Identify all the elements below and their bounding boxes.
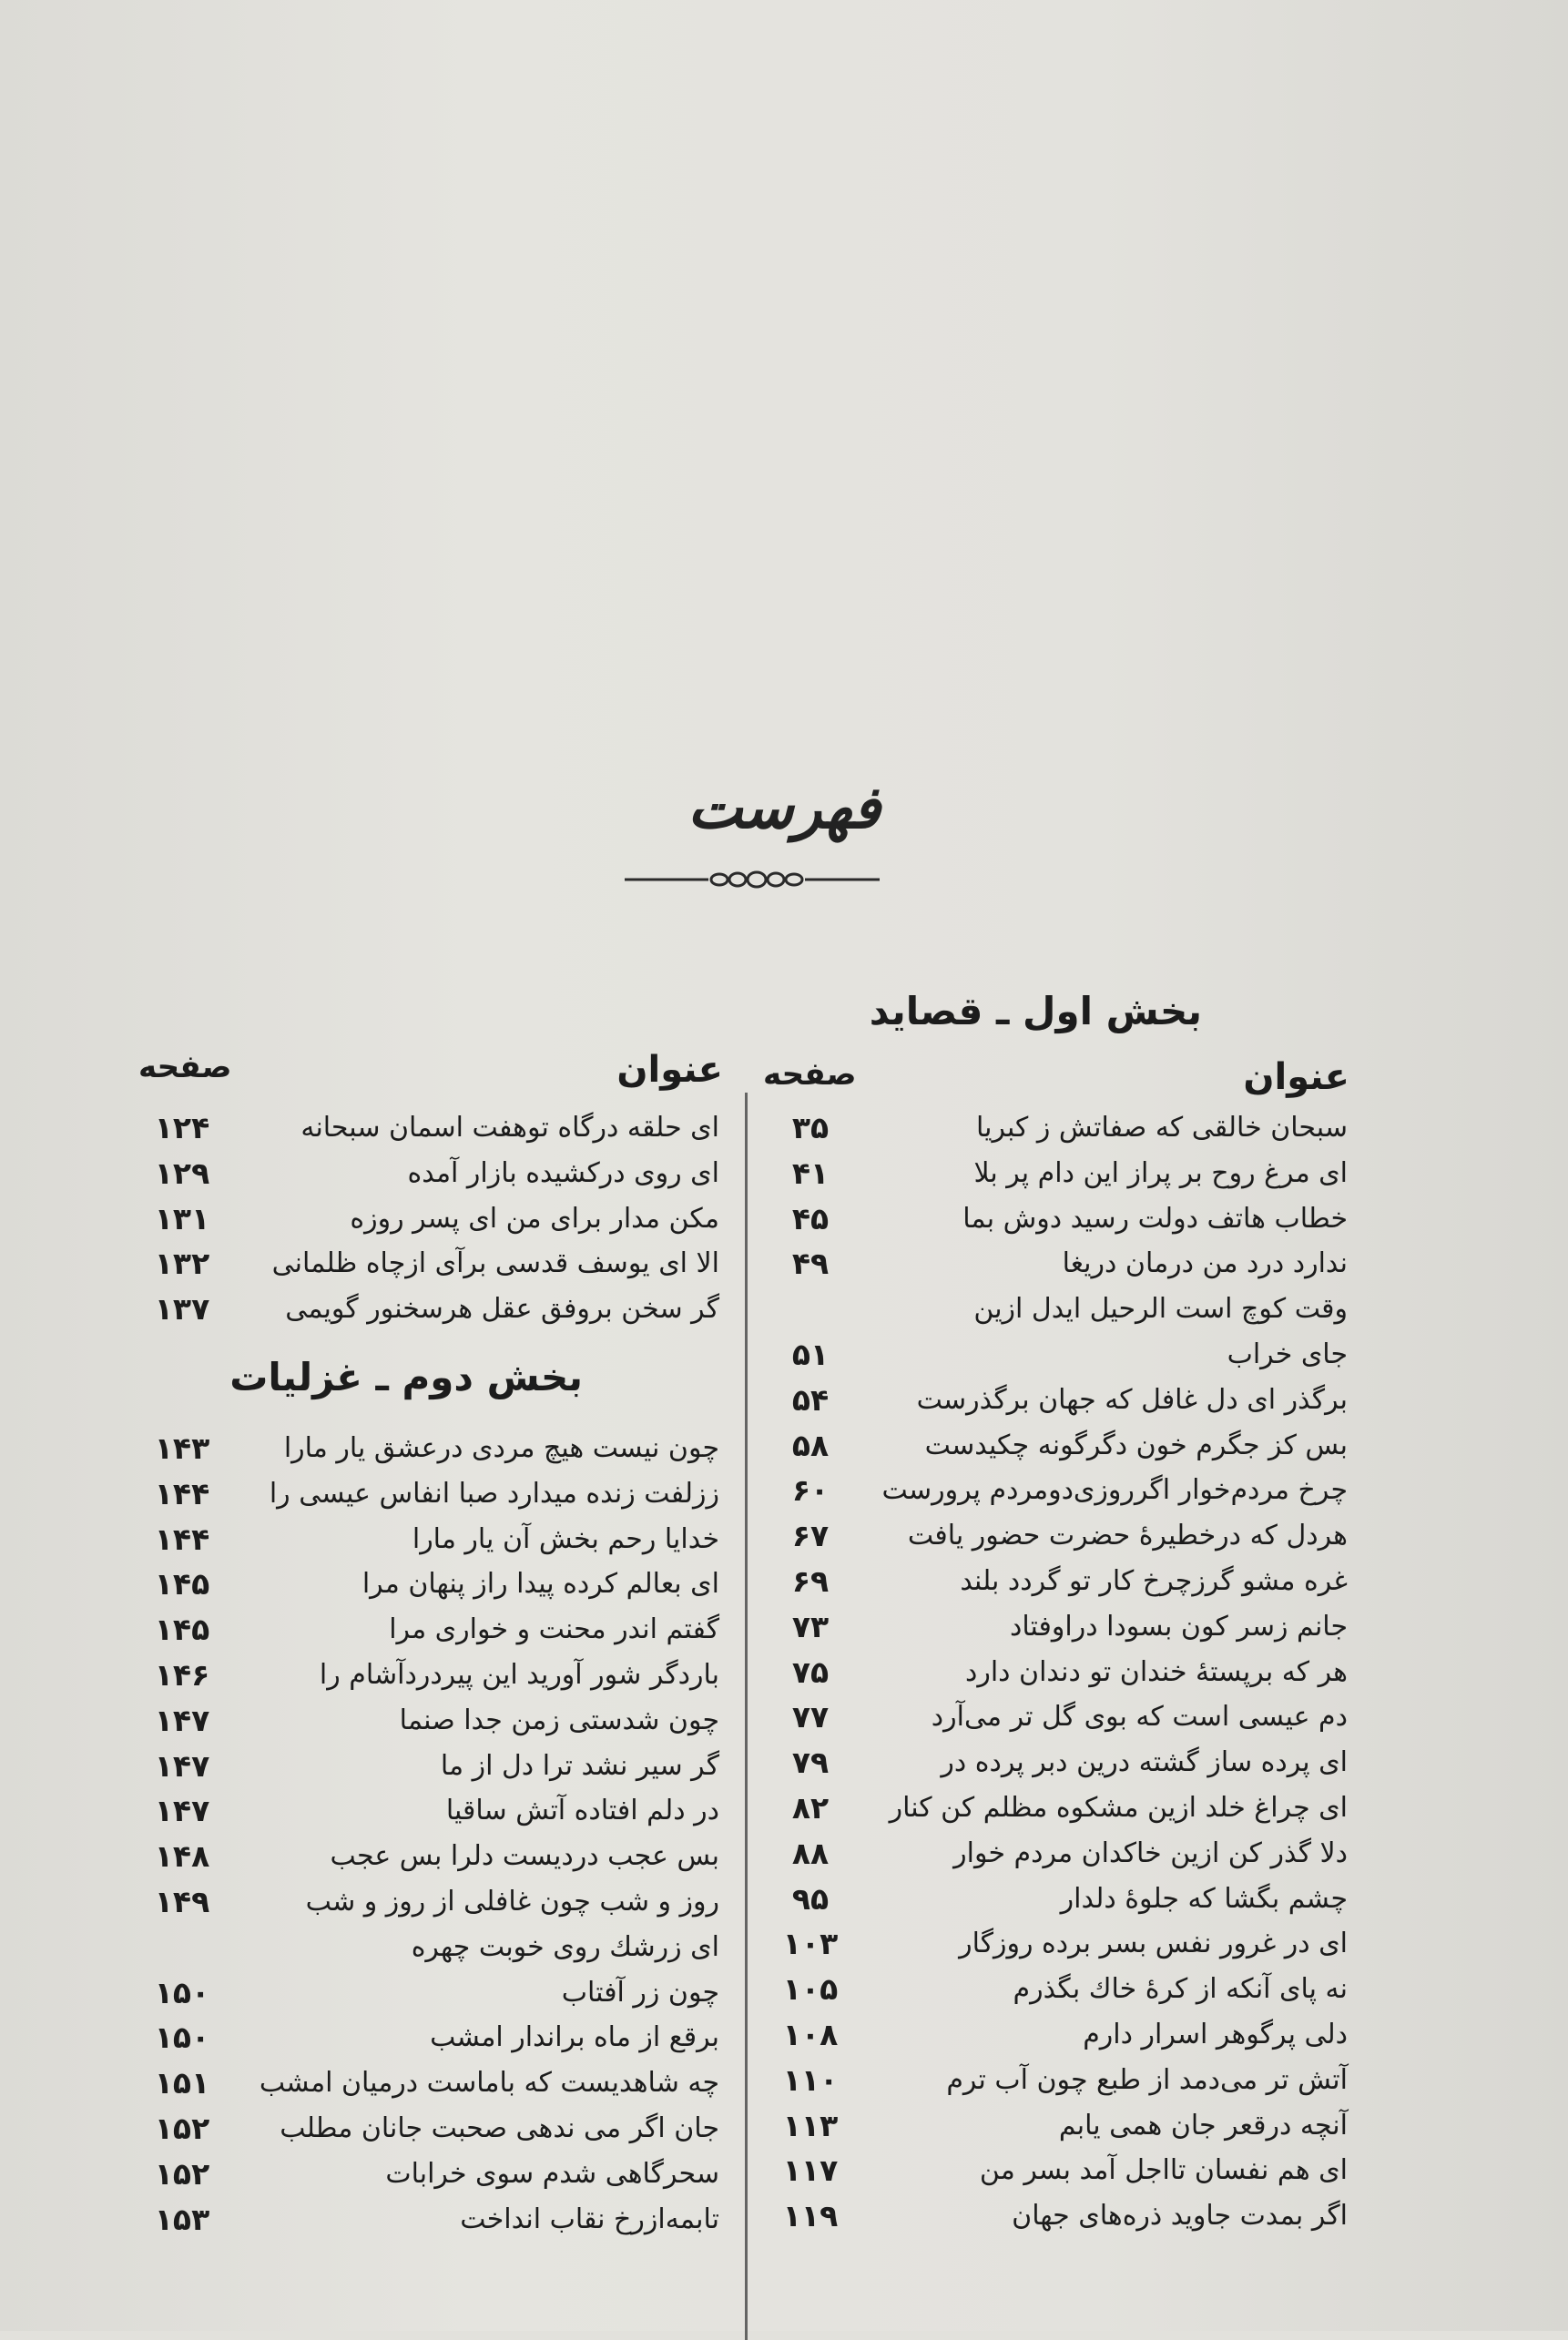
toc-entry bbox=[747, 1105, 1348, 1151]
toc-list-ghazaliyat bbox=[118, 1426, 719, 2242]
toc-entry-title: ای روی درکشیده بازار آمده bbox=[407, 1156, 719, 1189]
toc-entry-title: سبحان خالقی که صفاتش ز کبریا bbox=[975, 1112, 1348, 1144]
toc-entry-page: ۵۴ bbox=[791, 1381, 830, 1418]
toc-entry-page: ۱۴۸ bbox=[154, 1838, 210, 1875]
toc-entry-title: آنچه درقعر جان همی یابم bbox=[1058, 2109, 1348, 2142]
toc-entry-page: ۱۵۱ bbox=[154, 2065, 210, 2101]
toc-entry bbox=[747, 1694, 1348, 1740]
toc-entry bbox=[747, 1650, 1348, 1695]
toc-entry bbox=[747, 2193, 1348, 2239]
toc-entry-page: ۱۴۵ bbox=[154, 1566, 210, 1602]
toc-entry-title: آتش تر می‌دمد از طبع چون آب ترم bbox=[946, 2063, 1348, 2096]
toc-entry bbox=[118, 1970, 719, 2016]
toc-entry bbox=[118, 1834, 719, 1879]
toc-entry-title: چون شدستی زمن جدا صنما bbox=[399, 1704, 719, 1736]
toc-entry-title: ای حلقه درگاه توهفت اسمان سبحانه bbox=[300, 1112, 719, 1144]
toc-entry bbox=[118, 1241, 719, 1287]
toc-entry-title: برقع از ماه براندار امشب bbox=[430, 2021, 719, 2054]
toc-entry-page: ۱۴۷ bbox=[154, 1702, 210, 1738]
toc-entry-title: ندارد درد من درمان دریغا bbox=[1062, 1247, 1348, 1280]
toc-entry-title: چرخ مردم‌خوار اگرروزی‌دومردم پرورست bbox=[881, 1474, 1348, 1507]
toc-entry bbox=[118, 1517, 719, 1562]
section-heading-qasayed: بخش اول ـ قصاید bbox=[869, 989, 1202, 1033]
toc-entry-title: بس عجب دردیست دلرا بس عجب bbox=[330, 1840, 719, 1873]
toc-entry bbox=[747, 1604, 1348, 1650]
toc-entry bbox=[118, 1105, 719, 1151]
toc-entry-page: ۱۵۲ bbox=[154, 2155, 210, 2192]
toc-entry-title: ای بعالم کرده پیدا راز پنهان مرا bbox=[361, 1568, 719, 1601]
toc-entry bbox=[118, 1196, 719, 1242]
toc-entry bbox=[747, 1151, 1348, 1196]
toc-entry-page: ۱۴۶ bbox=[154, 1656, 210, 1693]
toc-entry-page: ۴۱ bbox=[791, 1155, 830, 1191]
toc-entry-page: ۱۴۷ bbox=[154, 1793, 210, 1829]
toc-entry bbox=[118, 1287, 719, 1332]
toc-entry-title: چون زر آفتاب bbox=[561, 1976, 719, 2009]
toc-entry bbox=[118, 1151, 719, 1196]
toc-entry-page: ۹۵ bbox=[791, 1880, 830, 1917]
toc-entry-title: جای خراب bbox=[1227, 1338, 1348, 1370]
toc-entry-title: ای پرده ساز گشته درین دبر پرده در bbox=[941, 1746, 1348, 1779]
toc-entry-title: گفتم اندر محنت و خواری مرا bbox=[389, 1613, 719, 1646]
toc-entry-page: ۵۸ bbox=[791, 1427, 830, 1463]
toc-entry-title: هر که برپستهٔ خندان تو دندان دارد bbox=[964, 1655, 1348, 1688]
toc-entry bbox=[747, 1921, 1348, 1967]
toc-entry-page: ۷۷ bbox=[791, 1699, 830, 1735]
toc-entry-page: ۱۱۷ bbox=[782, 2152, 839, 2189]
toc-entry-page: ۱۱۳ bbox=[782, 2107, 839, 2143]
toc-entry bbox=[747, 2103, 1348, 2149]
toc-entry-page: ۱۳۷ bbox=[154, 1291, 210, 1328]
toc-entry bbox=[118, 1471, 719, 1517]
toc-entry bbox=[747, 1287, 1348, 1332]
toc-entry-title: خدایا رحم بخش آن یار مارا bbox=[412, 1522, 719, 1555]
toc-entry bbox=[747, 2012, 1348, 2058]
toc-entry-page: ۱۴۳ bbox=[154, 1430, 210, 1466]
toc-entry bbox=[118, 1607, 719, 1653]
toc-entry bbox=[747, 1378, 1348, 1423]
toc-entry-page: ۶۰ bbox=[791, 1472, 830, 1509]
right-col-title-header: عنوان bbox=[1243, 1056, 1349, 1098]
toc-entry-page: ۶۷ bbox=[791, 1518, 830, 1554]
toc-entry-title: چه شاهدیست که باماست درمیان امشب bbox=[259, 2067, 719, 2100]
toc-entry-title: گر سخن بروفق عقل هرسخنور گویمی bbox=[285, 1293, 719, 1326]
toc-entry-page: ۱۲۹ bbox=[154, 1155, 210, 1191]
toc-entry bbox=[747, 1332, 1348, 1378]
toc-entry-page: ۴۹ bbox=[791, 1246, 830, 1282]
toc-entry bbox=[118, 1562, 719, 1607]
toc-entry-title: چون نیست هیچ مردی درعشق یار مارا bbox=[283, 1432, 719, 1464]
toc-entry-page: ۱۰۵ bbox=[782, 1971, 839, 2008]
toc-entry-page: ۳۵ bbox=[791, 1110, 830, 1145]
toc-entry bbox=[118, 1925, 719, 1970]
toc-entry-title: ای زرشك روی خوبت چهره bbox=[411, 1930, 719, 1963]
toc-entry bbox=[118, 1426, 719, 1471]
toc-entry-title: دم عیسی است که بوی گل تر می‌آرد bbox=[931, 1701, 1348, 1734]
toc-entry-page: ۱۴۴ bbox=[154, 1475, 210, 1511]
toc-entry-title: ای در غرور نفس بسر برده روزگار bbox=[959, 1928, 1348, 1960]
toc-entry-page: ۱۴۴ bbox=[154, 1521, 210, 1557]
toc-list-qasayed bbox=[747, 1105, 1348, 2239]
toc-entry-title: در دلم افتاده آتش ساقیا bbox=[445, 1795, 719, 1827]
toc-entry-page: ۱۰۸ bbox=[782, 2016, 839, 2052]
toc-entry bbox=[747, 1967, 1348, 2012]
toc-entry bbox=[118, 2197, 719, 2243]
toc-entry-title: ای هم نفسان تااجل آمد بسر من bbox=[979, 2154, 1348, 2187]
toc-entry-title: خطاب هاتف دولت رسید دوش بما bbox=[962, 1202, 1348, 1235]
toc-entry bbox=[118, 1788, 719, 1834]
section-heading-ghazaliyat: بخش دوم ـ غزلیات bbox=[229, 1355, 583, 1399]
toc-entry bbox=[118, 2060, 719, 2106]
toc-entry-title: نه پای آنکه از کرهٔ خاك بگذرم bbox=[1013, 1973, 1348, 2006]
toc-entry-title: گر سیر نشد ترا دل از ما bbox=[440, 1749, 719, 1782]
ornament-divider-icon bbox=[625, 861, 880, 898]
toc-entry bbox=[118, 2152, 719, 2197]
toc-entry bbox=[747, 1877, 1348, 1922]
toc-entry-page: ۱۱۰ bbox=[782, 2061, 839, 2098]
toc-entry-page: ۱۵۲ bbox=[154, 2110, 210, 2146]
toc-entry-page: ۱۳۲ bbox=[154, 1246, 210, 1282]
toc-entry-page: ۶۹ bbox=[791, 1562, 830, 1599]
toc-entry-page: ۱۵۳ bbox=[154, 2201, 210, 2237]
toc-entry-title: ای چراغ خلد ازین مشکوه مظلم کن کنار bbox=[889, 1791, 1348, 1824]
toc-entry-title: سحرگاهی شدم سوی خرابات bbox=[385, 2157, 719, 2190]
toc-entry-page: ۱۱۹ bbox=[782, 2198, 839, 2234]
toc-entry-page: ۷۳ bbox=[791, 1608, 830, 1644]
toc-entry-title: هردل که درخطیرهٔ حضرت حضور یافت bbox=[907, 1520, 1348, 1552]
toc-entry-title: تابمه‌ازرخ نقاب انداخت bbox=[460, 2203, 719, 2235]
toc-entry-page: ۵۱ bbox=[791, 1336, 830, 1372]
right-col-page-header: صفحه bbox=[763, 1056, 857, 1093]
toc-entry-title: جان اگر می ندهی صحبت جانان مطلب bbox=[280, 2111, 719, 2144]
toc-entry-title: وقت کوچ است الرحیل ایدل ازین bbox=[973, 1293, 1348, 1326]
toc-entry-title: چشم بگشا که جلوهٔ دلدار bbox=[1060, 1882, 1348, 1915]
toc-entry-title: غره مشو گرزچرخ کار تو گردد بلند bbox=[960, 1564, 1348, 1597]
toc-entry bbox=[118, 1879, 719, 1925]
toc-entry-page: ۸۲ bbox=[791, 1789, 830, 1826]
toc-entry-title: دلی پرگوهر اسرار دارم bbox=[1083, 2018, 1348, 2050]
toc-entry bbox=[118, 1653, 719, 1698]
toc-entry-page: ۱۳۱ bbox=[154, 1200, 210, 1236]
toc-entry bbox=[118, 1744, 719, 1789]
toc-entry bbox=[118, 2106, 719, 2152]
page-title: فهرست bbox=[687, 774, 881, 842]
toc-entry bbox=[747, 1740, 1348, 1786]
toc-entry-title: روز و شب چون غافلی از روز و شب bbox=[305, 1885, 719, 1918]
left-col-page-header: صفحه bbox=[138, 1049, 232, 1085]
toc-entry-title: ززلفت زنده میدارد صبا انفاس عیسی را bbox=[269, 1477, 719, 1510]
toc-entry-page: ۷۹ bbox=[791, 1745, 830, 1781]
left-col-title-header: عنوان bbox=[616, 1049, 723, 1091]
toc-entry-title: برگذر ای دل غافل که جهان برگذرست bbox=[916, 1383, 1348, 1416]
toc-entry-title: جانم زسر کون بسودا دراوفتاد bbox=[1009, 1610, 1348, 1643]
toc-entry bbox=[118, 1698, 719, 1744]
toc-entry-page: ۱۴۹ bbox=[154, 1883, 210, 1919]
toc-entry-page: ۱۵۰ bbox=[154, 2020, 210, 2056]
toc-entry-page: ۸۸ bbox=[791, 1835, 830, 1871]
toc-entry-page: ۱۰۳ bbox=[782, 1926, 839, 1962]
toc-list-qasayed-continued bbox=[118, 1105, 719, 1332]
toc-entry bbox=[747, 2148, 1348, 2193]
toc-entry-title: مکن مدار برای من ای پسر روزه bbox=[350, 1202, 719, 1235]
toc-entry-page: ۴۵ bbox=[791, 1200, 830, 1236]
toc-entry-title: ای مرغ روح بر پراز این دام پر بلا bbox=[973, 1156, 1348, 1189]
toc-entry-page: ۱۵۰ bbox=[154, 1974, 210, 2010]
toc-entry bbox=[747, 1786, 1348, 1831]
toc-entry bbox=[747, 1468, 1348, 1513]
toc-entry-page: ۱۴۵ bbox=[154, 1612, 210, 1648]
toc-entry bbox=[118, 2015, 719, 2060]
toc-entry-title: باردگر شور آورید این پیردردآشام را bbox=[319, 1658, 719, 1691]
toc-entry bbox=[747, 1423, 1348, 1469]
toc-entry bbox=[747, 1196, 1348, 1242]
toc-entry-page: ۱۲۴ bbox=[154, 1110, 210, 1145]
toc-entry bbox=[747, 1559, 1348, 1604]
toc-entry bbox=[747, 1831, 1348, 1877]
toc-entry-title: الا ای یوسف قدسی برآی ازچاه ظلمانی bbox=[271, 1247, 719, 1280]
toc-entry-title: اگر بمدت جاوید ذره‌های جهان bbox=[1012, 2200, 1348, 2233]
toc-entry-page: ۱۴۷ bbox=[154, 1747, 210, 1784]
toc-entry bbox=[747, 2058, 1348, 2103]
toc-entry-title: دلا گذر کن ازین خاکدان مردم خوار bbox=[953, 1836, 1348, 1869]
toc-entry bbox=[747, 1241, 1348, 1287]
toc-entry bbox=[747, 1513, 1348, 1559]
toc-entry-page: ۷۵ bbox=[791, 1653, 830, 1690]
toc-entry-title: بس کز جگرم خون دگرگونه چکیدست bbox=[924, 1429, 1348, 1461]
